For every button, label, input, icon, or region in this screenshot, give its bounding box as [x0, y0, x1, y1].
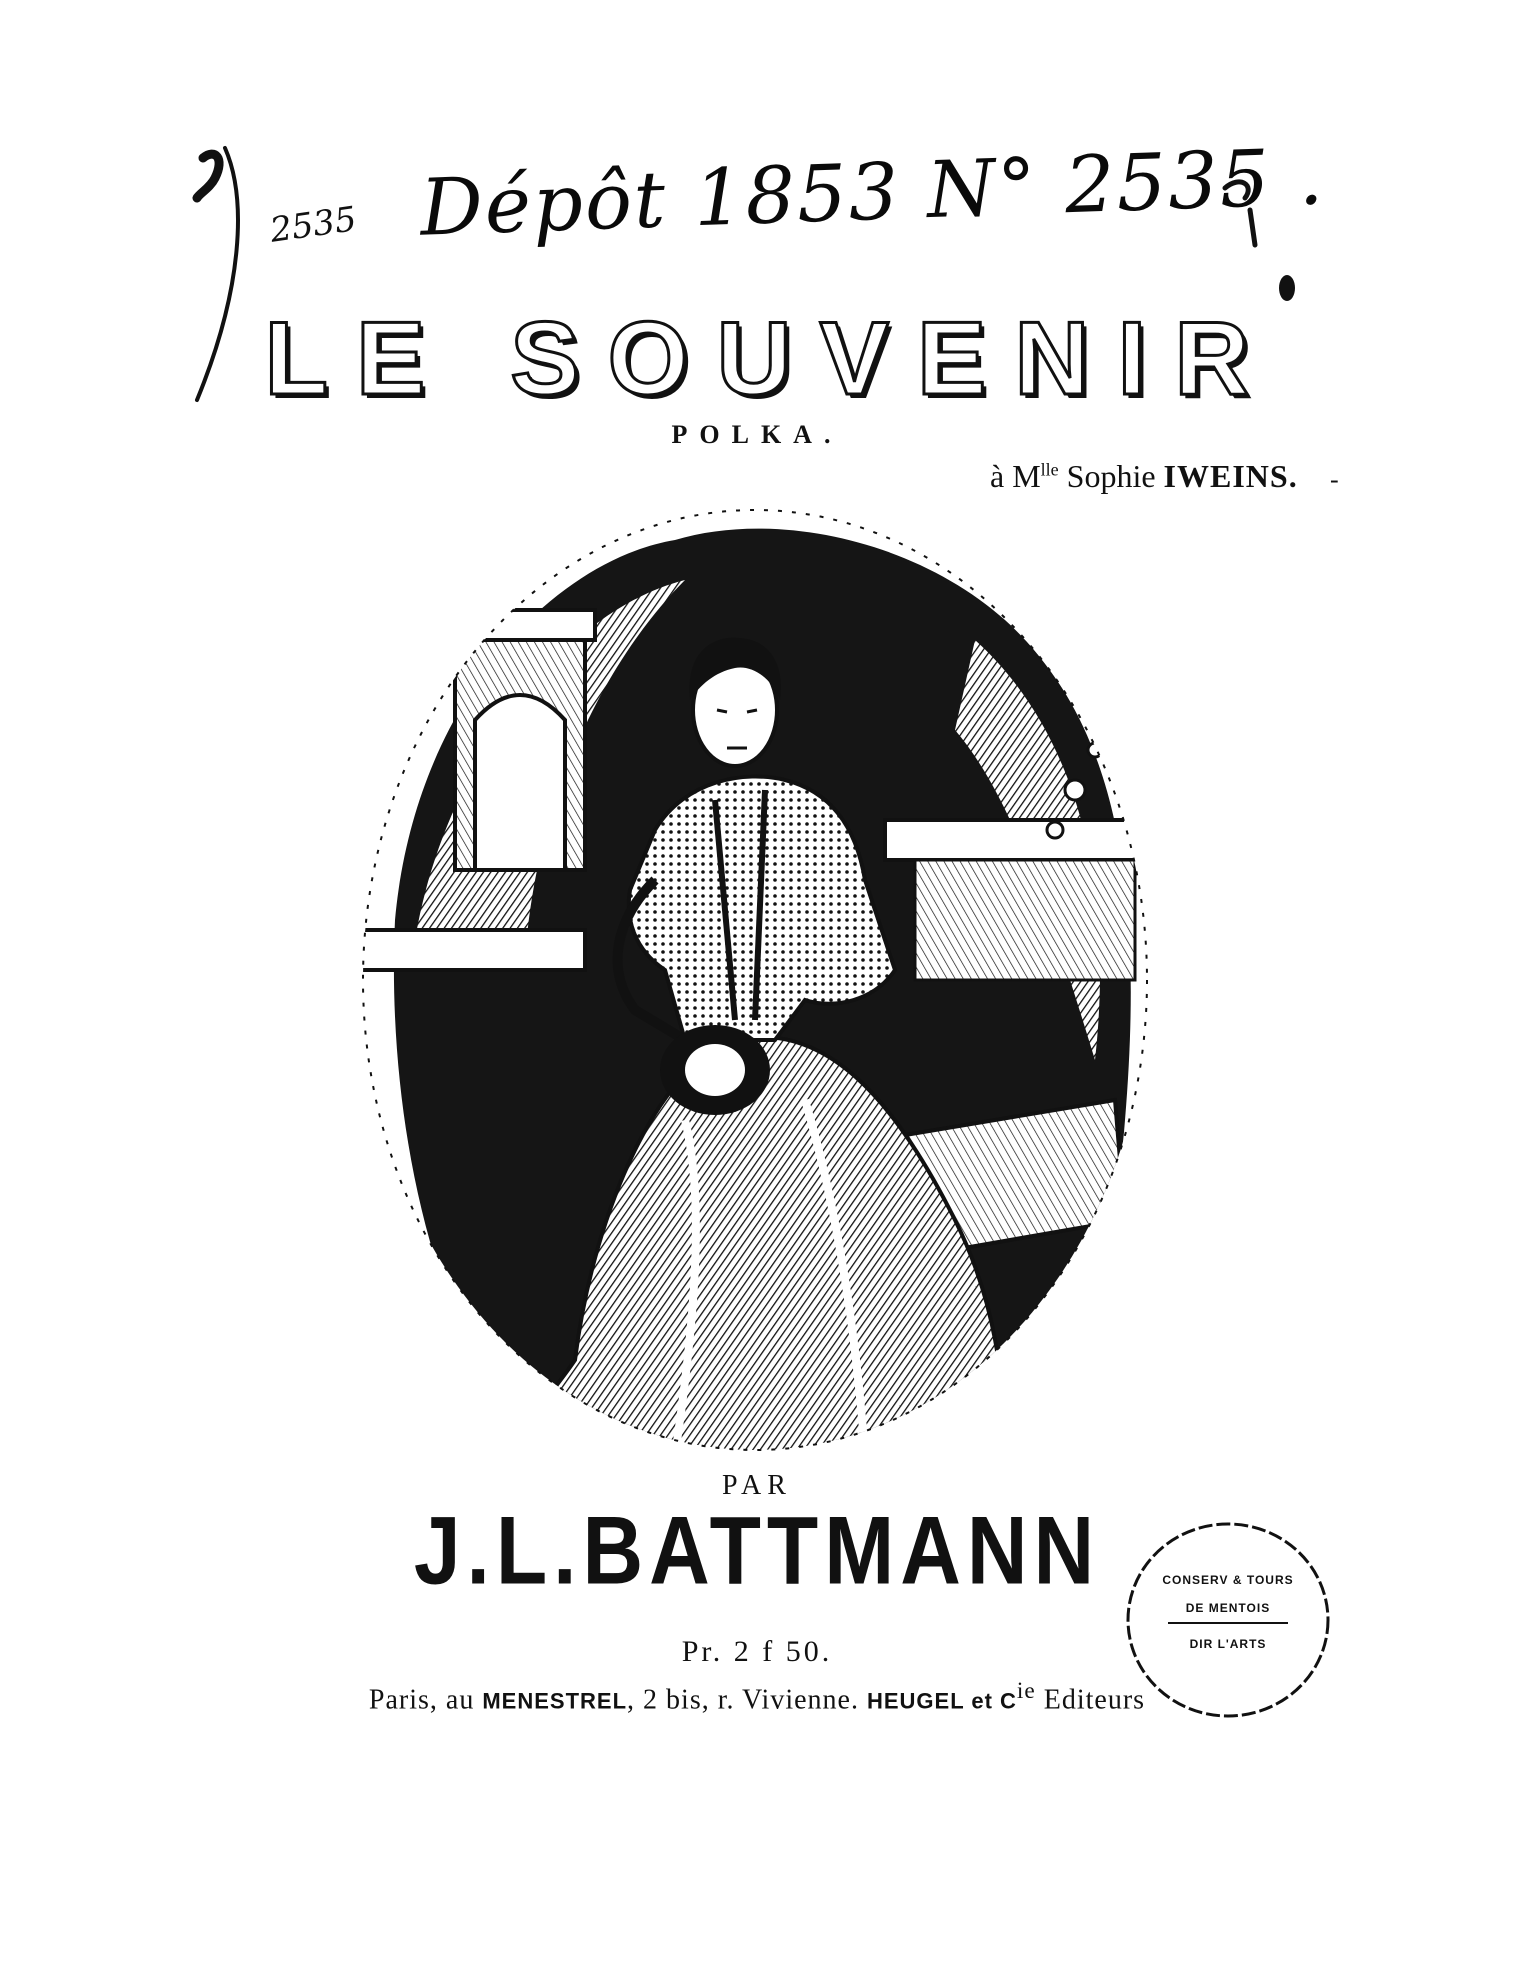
- subtitle: POLKA.: [671, 420, 843, 449]
- dedication: [990, 458, 1298, 495]
- price: Pr. 2 f 50.: [681, 1635, 833, 1668]
- handwritten-deposit-note: Dépôt 1853 N° 2535 .: [418, 132, 1327, 254]
- dedication-surname: IWEINS.: [1163, 458, 1298, 494]
- composer-name: J.L.BATTMANN: [413, 1495, 1101, 1604]
- stamp-line-1: CONSERV & TOURS: [1162, 1573, 1294, 1587]
- dedication-prefix: à M: [990, 458, 1041, 494]
- title: LE SOUVENIR: [264, 301, 1278, 417]
- stamp-line-2: DE MENTOIS: [1185, 1601, 1271, 1615]
- publisher-house: HEUGEL et C: [866, 1688, 1017, 1714]
- publisher-role: Editeurs: [1035, 1684, 1146, 1716]
- dedication-honorific: lle: [1040, 459, 1059, 480]
- stray-mark: -: [1330, 465, 1339, 494]
- dedication-name: Sophie: [1066, 458, 1156, 494]
- handwritten-right-marks: [1215, 170, 1305, 320]
- par-label: PAR: [722, 1470, 792, 1501]
- stamp-line-3: DIR L'ARTS: [1189, 1637, 1267, 1651]
- publisher-address: , 2 bis, r. Vivienne.: [627, 1684, 859, 1716]
- publisher-city: Paris, au: [368, 1684, 475, 1716]
- handwritten-margin-note: 2535: [267, 199, 359, 251]
- library-stamp: [1118, 1515, 1338, 1725]
- stamp-circle: [1118, 1515, 1338, 1725]
- cover-illustration: [355, 500, 1155, 1455]
- publisher-shop: MENESTREL: [482, 1688, 628, 1714]
- publisher-house-sup: ie: [1016, 1678, 1036, 1704]
